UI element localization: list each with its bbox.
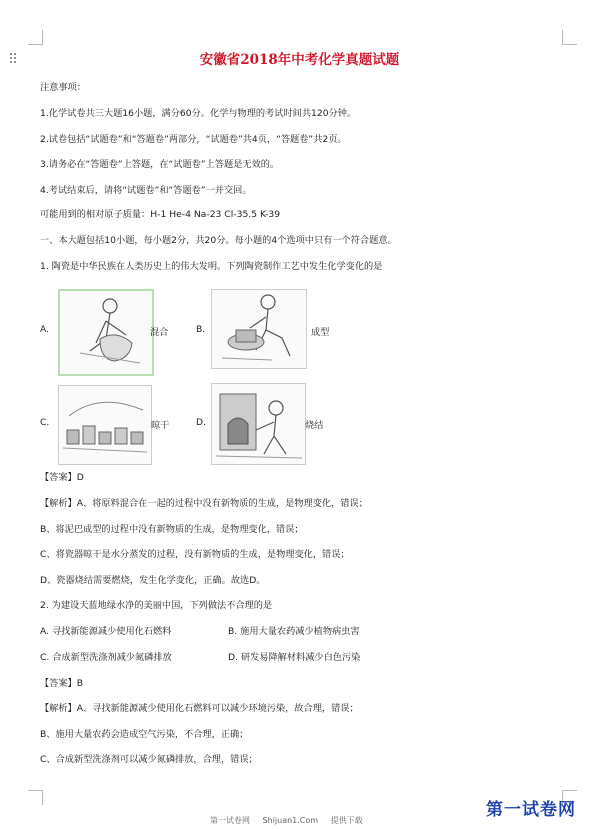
analysis-1-line-3: C、将瓷器晾干是水分蒸发的过程，没有新物质的生成，是物理变化，错误； xyxy=(40,549,350,560)
question-1: 1. 陶瓷是中华民族在人类历史上的伟大发明。下列陶瓷制作工艺中发生化学变化的是 xyxy=(40,261,383,272)
analysis-2-line-1: 【解析】A、寻找新能源减少使用化石燃料可以减少环境污染，故合理，错误； xyxy=(40,703,359,714)
analysis-1-line-1: 【解析】A、将原料混合在一起的过程中没有新物质的生成，是物理变化，错误； xyxy=(40,498,368,509)
section-instructions: 一、本大题包括10小题，每小题2分，共20分。每小题的4个选项中只有一个符合题意。 xyxy=(40,235,397,246)
question-2: 2. 为建设天蓝地绿水净的美丽中国，下列做法不合理的是 xyxy=(40,600,273,611)
notice-item-3: 3.请务必在“答题卷”上答题，在“试题卷”上答题是无效的。 xyxy=(40,159,280,170)
option-c-image xyxy=(58,385,152,465)
q2-option-a: A. 寻找新能源减少使用化石燃料 xyxy=(40,626,172,637)
page-footer: 第一试卷网 Shijuan1.Com 提供下载 xyxy=(210,816,363,825)
option-b-text: 成型 xyxy=(311,327,330,338)
analysis-1-line-2: B、将泥巴成型的过程中没有新物质的生成，是物理变化，错误； xyxy=(40,524,304,535)
crop-mark-top-right xyxy=(562,30,577,45)
notice-item-4: 4.考试结束后，请将“试题卷”和“答题卷”一并交回。 xyxy=(40,185,252,196)
option-c-text: 晾干 xyxy=(151,420,170,431)
option-a-letter: A. xyxy=(40,324,50,335)
answer-1: 【答案】D xyxy=(40,472,84,483)
option-d-text: 烧结 xyxy=(305,420,324,431)
page-title: 安徽省2018年中考化学真题试题 xyxy=(199,52,400,68)
notice-item-2: 2.试卷包括“试题卷”和“答题卷”两部分，“试题卷”共4页，“答题卷”共2页。 xyxy=(40,134,347,145)
crop-mark-bottom-left xyxy=(28,790,43,805)
answer-2: 【答案】B xyxy=(40,678,84,689)
option-b-letter: B. xyxy=(196,324,206,335)
notice-heading: 注意事项： xyxy=(40,82,86,93)
option-b-image xyxy=(211,289,307,369)
analysis-1-line-4: D、瓷器烧结需要燃烧，发生化学变化，正确。故选D。 xyxy=(40,575,266,586)
q2-option-c: C. 合成新型洗涤剂减少氮磷排放 xyxy=(40,652,172,663)
analysis-2-line-2: B、施用大量农药会造成空气污染，不合理，正确； xyxy=(40,729,249,740)
brand-logo[interactable]: 第一试卷网 xyxy=(486,800,576,820)
analysis-2-line-3: C、合成新型洗涤剂可以减少氮磷排放，合理，错误； xyxy=(40,754,258,765)
crop-mark-top-left xyxy=(28,30,43,45)
notice-item-1: 1.化学试卷共三大题16小题，满分60分。化学与物理的考试时间共120分钟。 xyxy=(40,108,357,119)
option-a-text: 混合 xyxy=(150,327,169,338)
option-a-image xyxy=(58,289,154,376)
q2-option-d: D. 研发易降解材料减少白色污染 xyxy=(228,652,361,663)
option-d-image xyxy=(211,383,306,465)
q2-option-b: B. 施用大量农药减少植物病虫害 xyxy=(228,626,360,637)
atomic-masses: 可能用到的相对原子质量：H-1 He-4 Na-23 Cl-35.5 K-39 xyxy=(40,209,281,220)
option-c-letter: C. xyxy=(40,417,50,428)
option-d-letter: D. xyxy=(196,417,206,428)
